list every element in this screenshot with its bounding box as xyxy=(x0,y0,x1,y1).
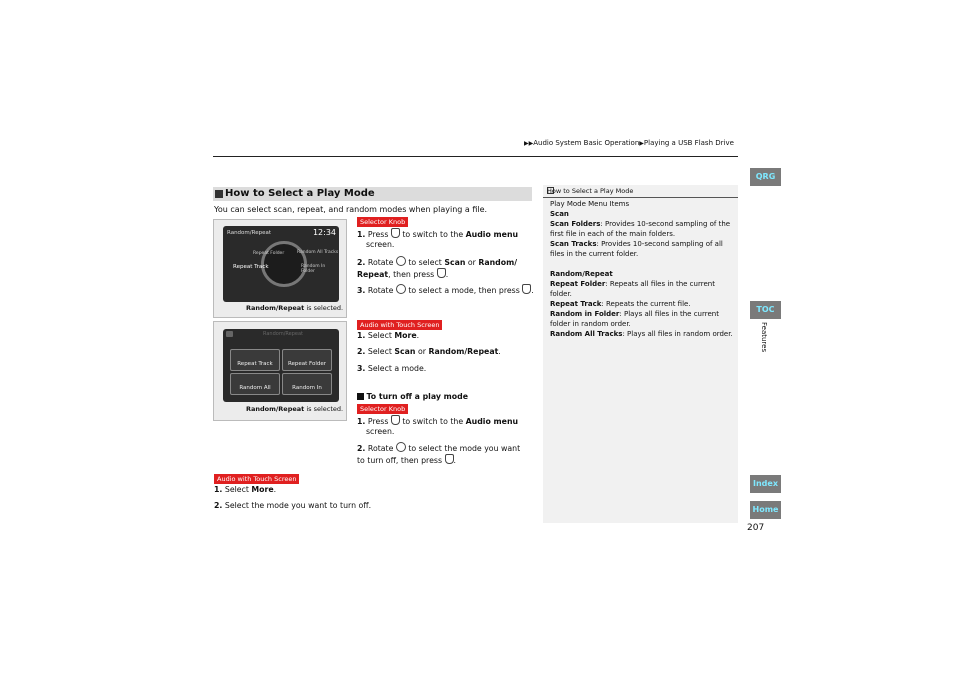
intro-text: You can select scan, repeat, and random modes when playing a file. xyxy=(214,205,488,214)
step-2: 2. Select Scan or Random/Repeat. xyxy=(357,347,501,356)
section-title: How to Select a Play Mode xyxy=(225,188,375,199)
step-1: 1. Select More. xyxy=(214,485,277,494)
screenshot-caption: Random/Repeat is selected. xyxy=(246,304,344,312)
square-icon xyxy=(215,190,223,198)
touch-screen-tag: Audio with Touch Screen xyxy=(214,474,299,484)
sidebar-heading: How to Select a Play Mode xyxy=(543,185,738,198)
press-icon xyxy=(391,228,400,238)
step-2: 2. Rotate to select the mode you want to turn off, then press . xyxy=(357,444,521,465)
touch-screen-tag: Audio with Touch Screen xyxy=(357,320,442,330)
step-2: 2. Select the mode you want to turn off. xyxy=(214,501,372,510)
repeat-track-button[interactable]: Repeat Track xyxy=(230,349,280,371)
sidebar-repeat-folder: Repeat Folder: Repeats all files in the current folder. xyxy=(550,280,715,298)
audio-screen xyxy=(223,226,339,302)
sidebar-scan-title: Scan xyxy=(550,210,569,218)
press-icon xyxy=(437,268,446,278)
toc-button[interactable]: TOC xyxy=(750,301,781,319)
random-in-folder-button[interactable]: Random In Folder xyxy=(282,373,332,395)
chapter-label: Features xyxy=(760,322,768,353)
sidebar-random-folder: Random in Folder: Plays all files in the current folder in random order. xyxy=(550,310,719,328)
step-1: 1. Press to switch to the Audio menu screen. xyxy=(357,230,519,249)
press-icon xyxy=(445,454,454,464)
index-button[interactable]: Index xyxy=(750,475,781,493)
selector-knob-tag: Selector Knob xyxy=(357,217,408,227)
knob-icon xyxy=(396,284,406,294)
menu-item-selected[interactable]: Repeat Track xyxy=(233,264,269,270)
menu-item[interactable]: Random All Tracks xyxy=(297,250,339,255)
qrg-button[interactable]: QRG xyxy=(750,168,781,186)
repeat-folder-button[interactable]: Repeat Folder xyxy=(282,349,332,371)
triangle-icon: ▶ xyxy=(639,140,644,147)
header-divider xyxy=(213,156,738,157)
breadcrumb xyxy=(524,139,734,147)
knob-screenshot xyxy=(213,219,347,318)
home-button[interactable]: Home xyxy=(750,501,781,519)
knob-icon xyxy=(396,442,406,452)
square-icon xyxy=(357,393,364,400)
sidebar-rr-title: Random/Repeat xyxy=(550,270,613,278)
triangle-icon: ▶▶ xyxy=(524,140,534,147)
page-number: 207 xyxy=(747,523,765,533)
sidebar-random-all: Random All Tracks: Plays all files in random order. xyxy=(550,330,733,338)
random-all-tracks-button[interactable]: Random All Tracks xyxy=(230,373,280,395)
menu-item[interactable]: Repeat Folder xyxy=(253,251,285,256)
screen-title: Random/Repeat xyxy=(227,230,271,236)
back-icon[interactable] xyxy=(226,331,233,337)
breadcrumb-item[interactable]: Playing a USB Flash Drive xyxy=(643,139,734,147)
step-2: 2. Rotate to select Scan or Random/ Repeat, then press . xyxy=(357,258,518,279)
sidebar-body xyxy=(550,199,733,339)
screen-title: Random/Repeat xyxy=(263,331,303,337)
press-icon xyxy=(522,284,531,294)
step-1: 1. Press to switch to the Audio menu screen. xyxy=(357,417,519,436)
section-heading xyxy=(213,187,532,201)
step-3: 3. Select a mode. xyxy=(357,364,427,373)
sidebar-intro: Play Mode Menu Items xyxy=(550,200,630,208)
sidebar-scan-tracks: Scan Tracks: Provides 10-second sampling of all files in the current folder. xyxy=(550,240,723,258)
touch-screenshot xyxy=(213,321,347,421)
turnoff-heading: To turn off a play mode xyxy=(357,392,468,402)
menu-item[interactable]: Random In Folder xyxy=(301,264,326,274)
step-3: 3. Rotate to select a mode, then press . xyxy=(357,286,534,295)
knob-icon xyxy=(396,256,406,266)
sidebar-repeat-track: Repeat Track: Repeats the current file. xyxy=(550,300,691,308)
press-icon xyxy=(391,415,400,425)
screen-clock: 12:34 xyxy=(312,228,336,237)
step-1: 1. Select More. xyxy=(357,331,420,340)
breadcrumb-item[interactable]: Audio System Basic Operation xyxy=(533,139,640,147)
selector-knob-tag: Selector Knob xyxy=(357,404,408,414)
sidebar-scan-folders: Scan Folders: Provides 10-second sampling of the first file in each of the main folders. xyxy=(550,220,731,238)
screenshot-caption: Random/Repeat is selected. xyxy=(246,405,344,413)
